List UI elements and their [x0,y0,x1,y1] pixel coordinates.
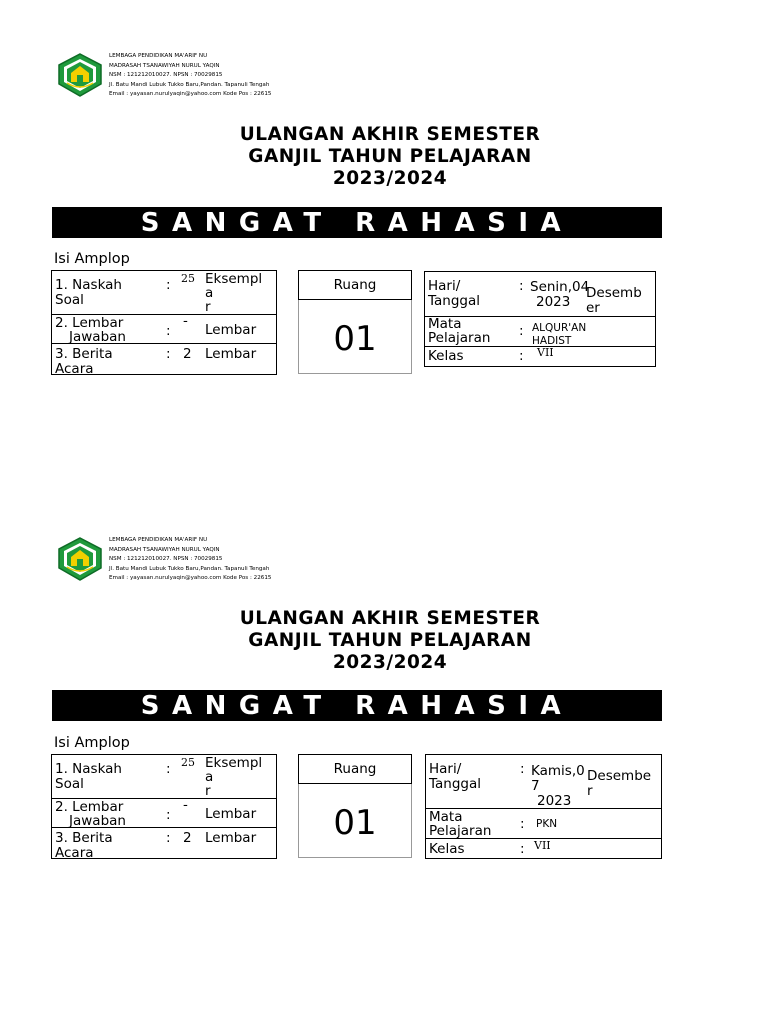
header-line: LEMBAGA PENDIDIKAN MA'ARIF NU [109,53,208,59]
room-number: 01 [333,319,377,359]
subject-label: Mata [429,809,463,825]
class-label: Kelas [428,348,464,364]
room-box [298,754,412,858]
title-line: 2023/2024 [332,652,448,673]
naskah-label: 1. Naskah [55,277,122,293]
month-value: Desemb [586,285,642,301]
lembar-value: - [183,313,188,329]
naskah-value: 25 [181,756,195,769]
lembar-label: Jawaban [69,329,126,345]
berita-label: Acara [55,361,94,377]
berita-label: Acara [55,845,94,861]
exam-title [150,608,630,674]
date-label: Hari/ [428,278,461,294]
colon: : [166,346,171,362]
naskah-unit: r [205,783,211,799]
header-line: Jl. Batu Mandi Lubuk Tukko Baru,Pandan. Tapanuli Tengah [109,81,270,88]
header-line: Email : yayasan.nurulyaqin@yahoo.com Kode Pos : 22615 [109,575,272,582]
title-line: GANJIL TAHUN PELAJARAN [248,630,532,651]
berita-label: 3. Berita [55,830,113,846]
header-line: MADRASAH TSANAWIYAH NURUL YAQIN [109,546,220,553]
berita-unit: Lembar [205,830,257,846]
room-label: Ruang [298,754,412,784]
colon: : [520,761,525,777]
subject-value: PKN [536,818,558,830]
lembar-unit: Lembar [205,322,257,338]
confidential-banner: SANGAT RAHASIA [52,690,662,721]
exam-info-table [425,754,662,859]
subject-label: Pelajaran [428,330,491,346]
room-box [298,270,412,374]
title-line: GANJIL TAHUN PELAJARAN [248,146,532,167]
year-value: 2023 [536,294,571,310]
date-label: Hari/ [429,761,462,777]
berita-value: 2 [183,346,192,362]
month-value: er [586,300,600,316]
contents-table [51,754,277,859]
date-label: Tanggal [429,776,482,792]
lembar-label: 2. Lembar [55,315,124,331]
naskah-unit: Eksempl [205,271,263,287]
colon: : [520,841,525,857]
date-label: Tanggal [428,293,481,309]
header-line: Email : yayasan.nurulyaqin@yahoo.com Kode Pos : 22615 [109,91,272,98]
colon: : [166,323,171,339]
date-value: Senin,04 [530,279,590,295]
berita-value: 2 [183,830,192,846]
header-line: Jl. Batu Mandi Lubuk Tukko Baru,Pandan. Tapanuli Tengah [109,565,270,572]
naskah-unit: Eksempl [205,755,263,771]
naskah-value: 25 [181,272,195,285]
madrasah-logo-icon [56,537,104,581]
colon: : [519,323,524,339]
lembar-label: 2. Lembar [55,799,124,815]
exam-info-table [424,271,656,367]
header-line: NSM : 121212010027. NPSN : 70029815 [109,556,223,563]
date-value: Kamis,0 [531,763,585,779]
colon: : [519,348,524,364]
month-value: Desembe [587,768,652,784]
colon: : [166,761,171,777]
naskah-unit: a [205,769,214,785]
title-line: 2023/2024 [332,168,448,189]
room-number: 01 [333,803,377,843]
institution-header [109,536,271,584]
colon: : [166,830,171,846]
subject-label: Mata [428,316,462,332]
header-line: MADRASAH TSANAWIYAH NURUL YAQIN [109,62,220,69]
class-value: VII [534,839,551,852]
title-line: ULANGAN AKHIR SEMESTER [239,608,541,629]
envelope-label-1 [0,0,768,380]
naskah-unit: a [205,285,214,301]
exam-title [150,124,630,190]
month-value: r [587,783,593,799]
berita-label: 3. Berita [55,346,113,362]
header-line: LEMBAGA PENDIDIKAN MA'ARIF NU [109,537,208,543]
date-value: 7 [531,778,540,794]
header-line: NSM : 121212010027. NPSN : 70029815 [109,72,223,79]
class-value: VII [537,346,554,359]
lembar-value: - [183,797,188,813]
naskah-unit: r [205,299,211,315]
berita-unit: Lembar [205,346,257,362]
title-line: ULANGAN AKHIR SEMESTER [239,124,541,145]
year-value: 2023 [537,793,572,809]
naskah-label: Soal [55,292,84,308]
room-label: Ruang [298,270,412,300]
colon: : [520,816,525,832]
class-label: Kelas [429,841,465,857]
lembar-unit: Lembar [205,806,257,822]
madrasah-logo-icon [56,53,104,97]
colon: : [519,278,524,294]
envelope-contents-heading: Isi Amplop [54,735,130,751]
contents-table [51,270,277,375]
envelope-label-2 [0,484,768,864]
subject-value: ALQUR'AN HADIST [532,322,587,347]
institution-header [109,52,271,100]
colon: : [166,277,171,293]
naskah-label: Soal [55,776,84,792]
confidential-banner: SANGAT RAHASIA [52,207,662,238]
subject-label: Pelajaran [429,823,492,839]
lembar-label: Jawaban [69,813,126,829]
naskah-label: 1. Naskah [55,761,122,777]
colon: : [166,807,171,823]
envelope-contents-heading: Isi Amplop [54,251,130,267]
